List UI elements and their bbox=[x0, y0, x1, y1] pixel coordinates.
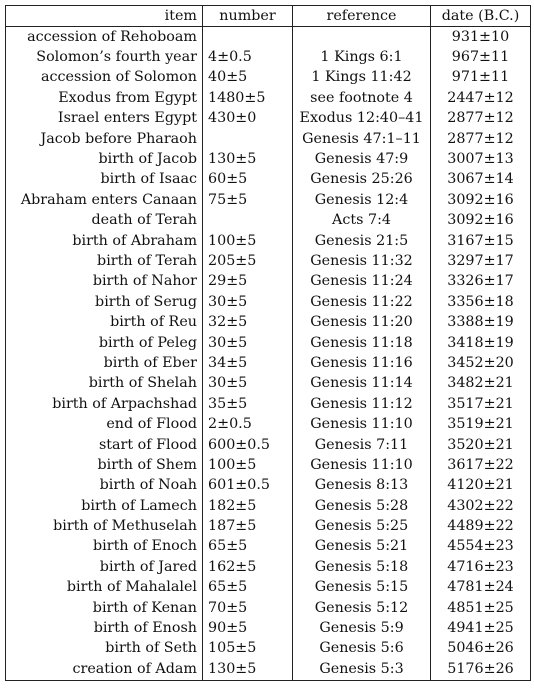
cell-item: start of Flood bbox=[6, 435, 203, 455]
cell-reference: Genesis 25:26 bbox=[293, 170, 431, 190]
cell-number: 130±5 bbox=[203, 659, 293, 680]
cell-item: death of Terah bbox=[6, 211, 203, 231]
cell-number: 75±5 bbox=[203, 190, 293, 210]
cell-number: 182±5 bbox=[203, 496, 293, 516]
table-row bbox=[6, 353, 531, 373]
table-row bbox=[6, 496, 531, 516]
table-row bbox=[6, 414, 531, 434]
cell-reference: Genesis 5:15 bbox=[293, 578, 431, 598]
cell-reference: Genesis 11:18 bbox=[293, 333, 431, 353]
cell-item: birth of Shem bbox=[6, 455, 203, 475]
cell-date: 3452±20 bbox=[431, 353, 531, 373]
cell-item: birth of Kenan bbox=[6, 598, 203, 618]
cell-number: 34±5 bbox=[203, 353, 293, 373]
cell-reference: Genesis 11:16 bbox=[293, 353, 431, 373]
cell-item: Solomon’s fourth year bbox=[6, 47, 203, 67]
table-row bbox=[6, 129, 531, 149]
cell-date: 971±11 bbox=[431, 68, 531, 88]
cell-date: 5046±26 bbox=[431, 639, 531, 659]
cell-number: 60±5 bbox=[203, 170, 293, 190]
cell-date: 2447±12 bbox=[431, 88, 531, 108]
table-header bbox=[6, 6, 531, 27]
table-row bbox=[6, 639, 531, 659]
table-row bbox=[6, 68, 531, 88]
cell-date: 4489±22 bbox=[431, 516, 531, 536]
cell-date: 3092±16 bbox=[431, 211, 531, 231]
table-row bbox=[6, 578, 531, 598]
cell-reference: Genesis 11:10 bbox=[293, 414, 431, 434]
table-row bbox=[6, 272, 531, 292]
table-row bbox=[6, 211, 531, 231]
table-row bbox=[6, 27, 531, 48]
table-row bbox=[6, 394, 531, 414]
cell-item: birth of Seth bbox=[6, 639, 203, 659]
cell-number: 4±0.5 bbox=[203, 47, 293, 67]
table-row bbox=[6, 149, 531, 169]
cell-date: 3326±17 bbox=[431, 272, 531, 292]
table-row bbox=[6, 537, 531, 557]
column-header-date: date (B.C.) bbox=[431, 6, 531, 27]
cell-item: creation of Adam bbox=[6, 659, 203, 680]
cell-item: birth of Abraham bbox=[6, 231, 203, 251]
cell-date: 3356±18 bbox=[431, 292, 531, 312]
table-body bbox=[6, 27, 531, 681]
cell-date: 3297±17 bbox=[431, 251, 531, 271]
cell-date: 3519±21 bbox=[431, 414, 531, 434]
cell-number: 130±5 bbox=[203, 149, 293, 169]
cell-item: birth of Enosh bbox=[6, 618, 203, 638]
cell-number: 1480±5 bbox=[203, 88, 293, 108]
table-row bbox=[6, 598, 531, 618]
cell-reference: Genesis 11:22 bbox=[293, 292, 431, 312]
cell-item: accession of Solomon bbox=[6, 68, 203, 88]
table-row bbox=[6, 374, 531, 394]
cell-item: Exodus from Egypt bbox=[6, 88, 203, 108]
cell-item: birth of Enoch bbox=[6, 537, 203, 557]
cell-item: birth of Noah bbox=[6, 476, 203, 496]
table-row bbox=[6, 659, 531, 680]
cell-reference: Genesis 11:32 bbox=[293, 251, 431, 271]
cell-item: birth of Methuselah bbox=[6, 516, 203, 536]
cell-reference: 1 Kings 11:42 bbox=[293, 68, 431, 88]
cell-item: accession of Rehoboam bbox=[6, 27, 203, 48]
cell-item: birth of Mahalalel bbox=[6, 578, 203, 598]
cell-reference: Genesis 5:28 bbox=[293, 496, 431, 516]
table-row bbox=[6, 251, 531, 271]
cell-item: birth of Arpachshad bbox=[6, 394, 203, 414]
cell-item: birth of Lamech bbox=[6, 496, 203, 516]
table-row bbox=[6, 190, 531, 210]
table-row bbox=[6, 455, 531, 475]
cell-item: birth of Shelah bbox=[6, 374, 203, 394]
table-row bbox=[6, 618, 531, 638]
cell-date: 3067±14 bbox=[431, 170, 531, 190]
table-row bbox=[6, 231, 531, 251]
cell-number: 32±5 bbox=[203, 312, 293, 332]
cell-date: 4716±23 bbox=[431, 557, 531, 577]
cell-number: 29±5 bbox=[203, 272, 293, 292]
cell-number: 35±5 bbox=[203, 394, 293, 414]
table-row bbox=[6, 170, 531, 190]
cell-number: 2±0.5 bbox=[203, 414, 293, 434]
cell-reference: Genesis 11:12 bbox=[293, 394, 431, 414]
cell-reference: 1 Kings 6:1 bbox=[293, 47, 431, 67]
cell-number: 65±5 bbox=[203, 537, 293, 557]
header-row bbox=[6, 6, 531, 27]
cell-item: birth of Jared bbox=[6, 557, 203, 577]
cell-item: birth of Nahor bbox=[6, 272, 203, 292]
cell-number: 30±5 bbox=[203, 333, 293, 353]
cell-date: 3388±19 bbox=[431, 312, 531, 332]
cell-number: 65±5 bbox=[203, 578, 293, 598]
cell-item: Abraham enters Canaan bbox=[6, 190, 203, 210]
cell-reference: Exodus 12:40–41 bbox=[293, 109, 431, 129]
cell-number: 40±5 bbox=[203, 68, 293, 88]
cell-number bbox=[203, 129, 293, 149]
cell-date: 2877±12 bbox=[431, 109, 531, 129]
cell-number: 30±5 bbox=[203, 374, 293, 394]
cell-date: 3007±13 bbox=[431, 149, 531, 169]
column-header-reference: reference bbox=[293, 6, 431, 27]
cell-item: birth of Eber bbox=[6, 353, 203, 373]
cell-number bbox=[203, 211, 293, 231]
cell-item: birth of Reu bbox=[6, 312, 203, 332]
cell-number: 205±5 bbox=[203, 251, 293, 271]
table-row bbox=[6, 557, 531, 577]
cell-number: 187±5 bbox=[203, 516, 293, 536]
cell-reference: Genesis 11:24 bbox=[293, 272, 431, 292]
cell-reference: Genesis 11:14 bbox=[293, 374, 431, 394]
table-row bbox=[6, 476, 531, 496]
cell-reference: Genesis 47:1–11 bbox=[293, 129, 431, 149]
cell-item: birth of Peleg bbox=[6, 333, 203, 353]
table-row bbox=[6, 435, 531, 455]
table-row bbox=[6, 516, 531, 536]
cell-item: birth of Jacob bbox=[6, 149, 203, 169]
cell-reference: see footnote 4 bbox=[293, 88, 431, 108]
cell-number: 100±5 bbox=[203, 231, 293, 251]
table-row bbox=[6, 109, 531, 129]
cell-reference: Genesis 21:5 bbox=[293, 231, 431, 251]
cell-number: 70±5 bbox=[203, 598, 293, 618]
cell-reference: Genesis 5:12 bbox=[293, 598, 431, 618]
cell-date: 4302±22 bbox=[431, 496, 531, 516]
cell-reference: Genesis 11:10 bbox=[293, 455, 431, 475]
cell-reference: Genesis 5:6 bbox=[293, 639, 431, 659]
table-row bbox=[6, 88, 531, 108]
cell-date: 4120±21 bbox=[431, 476, 531, 496]
cell-reference: Genesis 12:4 bbox=[293, 190, 431, 210]
column-header-item: item bbox=[6, 6, 203, 27]
cell-date: 3092±16 bbox=[431, 190, 531, 210]
cell-date: 5176±26 bbox=[431, 659, 531, 680]
cell-item: Jacob before Pharaoh bbox=[6, 129, 203, 149]
cell-date: 3517±21 bbox=[431, 394, 531, 414]
cell-date: 4941±25 bbox=[431, 618, 531, 638]
table-row bbox=[6, 333, 531, 353]
column-header-number: number bbox=[203, 6, 293, 27]
cell-item: Israel enters Egypt bbox=[6, 109, 203, 129]
cell-reference: Genesis 5:25 bbox=[293, 516, 431, 536]
cell-reference: Genesis 7:11 bbox=[293, 435, 431, 455]
cell-date: 4554±23 bbox=[431, 537, 531, 557]
cell-number: 600±0.5 bbox=[203, 435, 293, 455]
cell-item: birth of Terah bbox=[6, 251, 203, 271]
cell-number: 30±5 bbox=[203, 292, 293, 312]
cell-date: 3418±19 bbox=[431, 333, 531, 353]
cell-date: 967±11 bbox=[431, 47, 531, 67]
cell-item: end of Flood bbox=[6, 414, 203, 434]
cell-date: 931±10 bbox=[431, 27, 531, 48]
cell-number: 601±0.5 bbox=[203, 476, 293, 496]
table-row bbox=[6, 292, 531, 312]
table-row bbox=[6, 312, 531, 332]
cell-reference: Genesis 5:9 bbox=[293, 618, 431, 638]
cell-item: birth of Serug bbox=[6, 292, 203, 312]
cell-number bbox=[203, 27, 293, 48]
cell-date: 3167±15 bbox=[431, 231, 531, 251]
cell-reference: Genesis 5:3 bbox=[293, 659, 431, 680]
cell-date: 2877±12 bbox=[431, 129, 531, 149]
cell-number: 430±0 bbox=[203, 109, 293, 129]
cell-date: 4781±24 bbox=[431, 578, 531, 598]
cell-reference: Genesis 5:21 bbox=[293, 537, 431, 557]
cell-reference: Genesis 47:9 bbox=[293, 149, 431, 169]
cell-date: 3617±22 bbox=[431, 455, 531, 475]
cell-number: 105±5 bbox=[203, 639, 293, 659]
cell-reference: Genesis 5:18 bbox=[293, 557, 431, 577]
chronology-table bbox=[5, 5, 531, 681]
cell-reference: Genesis 8:13 bbox=[293, 476, 431, 496]
cell-date: 3520±21 bbox=[431, 435, 531, 455]
cell-date: 4851±25 bbox=[431, 598, 531, 618]
cell-number: 100±5 bbox=[203, 455, 293, 475]
cell-reference: Genesis 11:20 bbox=[293, 312, 431, 332]
table-row bbox=[6, 47, 531, 67]
cell-number: 162±5 bbox=[203, 557, 293, 577]
cell-item: birth of Isaac bbox=[6, 170, 203, 190]
cell-reference bbox=[293, 27, 431, 48]
cell-number: 90±5 bbox=[203, 618, 293, 638]
cell-date: 3482±21 bbox=[431, 374, 531, 394]
cell-reference: Acts 7:4 bbox=[293, 211, 431, 231]
